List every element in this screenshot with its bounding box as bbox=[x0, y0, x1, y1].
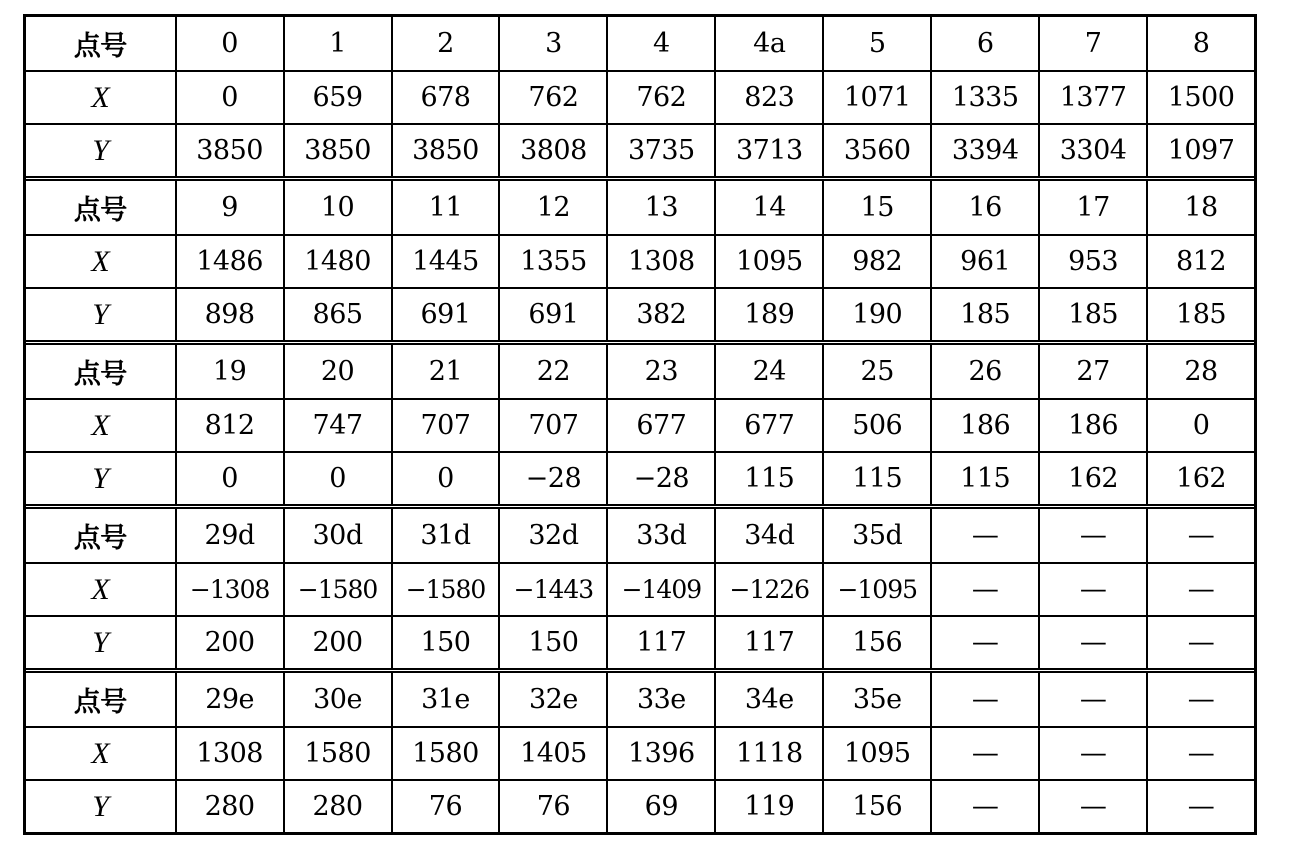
table-cell: 76 bbox=[498, 781, 606, 832]
table-cell: 4a bbox=[714, 17, 822, 70]
table-cell: 3808 bbox=[498, 125, 606, 176]
table-cell: 280 bbox=[175, 781, 283, 832]
table-cell: 19 bbox=[175, 345, 283, 398]
table-cell: 32e bbox=[498, 673, 606, 726]
table-cell: 982 bbox=[822, 236, 930, 287]
table-cell: 20 bbox=[283, 345, 391, 398]
table-cell: 382 bbox=[606, 289, 714, 340]
table-cell: 2 bbox=[391, 17, 499, 70]
table-cell: 12 bbox=[498, 181, 606, 234]
table-cell: — bbox=[1146, 509, 1254, 562]
table-cell: 1480 bbox=[283, 236, 391, 287]
table-cell: −1443 bbox=[498, 564, 606, 615]
table-cell: 0 bbox=[175, 17, 283, 70]
table-cell: 34e bbox=[714, 673, 822, 726]
table-cell: −1226 bbox=[714, 564, 822, 615]
table-cell: 678 bbox=[391, 72, 499, 123]
table-cell: 26 bbox=[930, 345, 1038, 398]
table-cell: 1095 bbox=[714, 236, 822, 287]
table-cell: — bbox=[1038, 617, 1146, 668]
table-cell: −1580 bbox=[283, 564, 391, 615]
table-cell: 4 bbox=[606, 17, 714, 70]
table-cell: 691 bbox=[391, 289, 499, 340]
row-label-point-number: 点号 bbox=[73, 195, 127, 226]
table-cell: 1580 bbox=[391, 728, 499, 779]
table-cell: 691 bbox=[498, 289, 606, 340]
table-cell: 953 bbox=[1038, 236, 1146, 287]
table-cell: 5 bbox=[822, 17, 930, 70]
table-cell: 3713 bbox=[714, 125, 822, 176]
x-coordinate-row bbox=[26, 234, 1254, 287]
row-label-point-number: 点号 bbox=[73, 523, 127, 554]
table-cell: 76 bbox=[391, 781, 499, 832]
point-number-row bbox=[26, 345, 1254, 398]
row-label-y: Y bbox=[92, 297, 109, 331]
table-cell: 8 bbox=[1146, 17, 1254, 70]
point-number-row bbox=[26, 17, 1254, 70]
coordinate-table bbox=[23, 14, 1257, 835]
row-label-x: X bbox=[91, 572, 110, 606]
table-cell: 34d bbox=[714, 509, 822, 562]
table-cell: 865 bbox=[283, 289, 391, 340]
table-cell: — bbox=[1038, 728, 1146, 779]
table-cell: 17 bbox=[1038, 181, 1146, 234]
table-block bbox=[26, 340, 1254, 504]
table-cell: 3850 bbox=[391, 125, 499, 176]
table-cell: 31e bbox=[391, 673, 499, 726]
table-cell: 22 bbox=[498, 345, 606, 398]
table-cell: 29d bbox=[175, 509, 283, 562]
table-cell: 1097 bbox=[1146, 125, 1254, 176]
table-cell: — bbox=[1146, 728, 1254, 779]
table-cell: 156 bbox=[822, 781, 930, 832]
table-cell: 677 bbox=[714, 400, 822, 451]
table-cell: — bbox=[1038, 673, 1146, 726]
table-block bbox=[26, 504, 1254, 668]
table-cell: 35e bbox=[822, 673, 930, 726]
table-cell: 707 bbox=[498, 400, 606, 451]
table-cell: 3735 bbox=[606, 125, 714, 176]
table-cell: 1308 bbox=[175, 728, 283, 779]
table-cell: 11 bbox=[391, 181, 499, 234]
table-cell: 119 bbox=[714, 781, 822, 832]
table-cell: 115 bbox=[930, 453, 1038, 504]
table-cell: 30d bbox=[283, 509, 391, 562]
table-cell: — bbox=[930, 564, 1038, 615]
table-cell: 117 bbox=[606, 617, 714, 668]
table-cell: 190 bbox=[822, 289, 930, 340]
table-cell: 200 bbox=[175, 617, 283, 668]
row-label-point-number: 点号 bbox=[73, 31, 127, 62]
table-cell: 1118 bbox=[714, 728, 822, 779]
row-label-y: Y bbox=[92, 461, 109, 495]
row-label-point-number: 点号 bbox=[73, 359, 127, 390]
table-cell: 0 bbox=[175, 72, 283, 123]
table-cell: 0 bbox=[1146, 400, 1254, 451]
table-cell: 27 bbox=[1038, 345, 1146, 398]
table-cell: 3850 bbox=[283, 125, 391, 176]
table-cell: 812 bbox=[175, 400, 283, 451]
x-coordinate-row bbox=[26, 398, 1254, 451]
table-cell: 25 bbox=[822, 345, 930, 398]
table-cell: 35d bbox=[822, 509, 930, 562]
x-coordinate-row bbox=[26, 70, 1254, 123]
table-cell: 707 bbox=[391, 400, 499, 451]
table-cell: 14 bbox=[714, 181, 822, 234]
table-cell: — bbox=[930, 617, 1038, 668]
table-cell: 1405 bbox=[498, 728, 606, 779]
row-label-y: Y bbox=[92, 789, 109, 823]
table-cell: 162 bbox=[1146, 453, 1254, 504]
table-cell: 31d bbox=[391, 509, 499, 562]
table-cell: −28 bbox=[498, 453, 606, 504]
table-cell: — bbox=[1038, 564, 1146, 615]
table-cell: 3 bbox=[498, 17, 606, 70]
table-cell: — bbox=[1038, 509, 1146, 562]
table-cell: 156 bbox=[822, 617, 930, 668]
table-cell: 0 bbox=[175, 453, 283, 504]
table-cell: 32d bbox=[498, 509, 606, 562]
table-cell: — bbox=[1146, 781, 1254, 832]
table-cell: 3560 bbox=[822, 125, 930, 176]
table-cell: 69 bbox=[606, 781, 714, 832]
table-cell: 24 bbox=[714, 345, 822, 398]
table-cell: — bbox=[930, 673, 1038, 726]
table-cell: 1445 bbox=[391, 236, 499, 287]
table-cell: 13 bbox=[606, 181, 714, 234]
table-cell: 3304 bbox=[1038, 125, 1146, 176]
table-cell: 747 bbox=[283, 400, 391, 451]
table-cell: 1095 bbox=[822, 728, 930, 779]
table-cell: 1500 bbox=[1146, 72, 1254, 123]
table-cell: — bbox=[1146, 564, 1254, 615]
table-cell: 3850 bbox=[175, 125, 283, 176]
table-cell: −28 bbox=[606, 453, 714, 504]
y-coordinate-row bbox=[26, 287, 1254, 340]
table-cell: 162 bbox=[1038, 453, 1146, 504]
point-number-row bbox=[26, 181, 1254, 234]
point-number-row bbox=[26, 509, 1254, 562]
table-cell: 823 bbox=[714, 72, 822, 123]
table-cell: 1580 bbox=[283, 728, 391, 779]
table-cell: 1396 bbox=[606, 728, 714, 779]
table-cell: 33d bbox=[606, 509, 714, 562]
row-label-x: X bbox=[91, 80, 110, 114]
table-cell: 185 bbox=[1038, 289, 1146, 340]
y-coordinate-row bbox=[26, 615, 1254, 668]
row-label-y: Y bbox=[92, 133, 109, 167]
table-cell: — bbox=[930, 781, 1038, 832]
table-cell: −1580 bbox=[391, 564, 499, 615]
table-cell: 30e bbox=[283, 673, 391, 726]
table-cell: 186 bbox=[1038, 400, 1146, 451]
table-cell: 1335 bbox=[930, 72, 1038, 123]
table-cell: 280 bbox=[283, 781, 391, 832]
row-label-x: X bbox=[91, 408, 110, 442]
table-cell: 115 bbox=[822, 453, 930, 504]
table-cell: 9 bbox=[175, 181, 283, 234]
table-cell: −1095 bbox=[822, 564, 930, 615]
table-cell: 16 bbox=[930, 181, 1038, 234]
table-block bbox=[26, 668, 1254, 832]
table-cell: — bbox=[930, 509, 1038, 562]
table-cell: — bbox=[1038, 781, 1146, 832]
table-cell: −1409 bbox=[606, 564, 714, 615]
table-cell: — bbox=[1146, 617, 1254, 668]
table-cell: 506 bbox=[822, 400, 930, 451]
row-label-x: X bbox=[91, 736, 110, 770]
table-cell: 18 bbox=[1146, 181, 1254, 234]
table-block bbox=[26, 176, 1254, 340]
table-cell: 189 bbox=[714, 289, 822, 340]
x-coordinate-row bbox=[26, 562, 1254, 615]
table-cell: 23 bbox=[606, 345, 714, 398]
table-cell: 185 bbox=[930, 289, 1038, 340]
table-cell: 677 bbox=[606, 400, 714, 451]
table-cell: 659 bbox=[283, 72, 391, 123]
table-cell: −1308 bbox=[175, 564, 283, 615]
table-cell: 7 bbox=[1038, 17, 1146, 70]
table-cell: 150 bbox=[498, 617, 606, 668]
table-cell: 150 bbox=[391, 617, 499, 668]
table-cell: 33e bbox=[606, 673, 714, 726]
table-cell: 29e bbox=[175, 673, 283, 726]
table-cell: 10 bbox=[283, 181, 391, 234]
table-cell: 200 bbox=[283, 617, 391, 668]
table-cell: 1 bbox=[283, 17, 391, 70]
table-cell: 0 bbox=[283, 453, 391, 504]
row-label-x: X bbox=[91, 244, 110, 278]
table-cell: — bbox=[930, 728, 1038, 779]
y-coordinate-row bbox=[26, 123, 1254, 176]
table-cell: 1308 bbox=[606, 236, 714, 287]
table-cell: — bbox=[1146, 673, 1254, 726]
row-label-point-number: 点号 bbox=[73, 687, 127, 718]
table-cell: 898 bbox=[175, 289, 283, 340]
table-cell: 186 bbox=[930, 400, 1038, 451]
table-cell: 1071 bbox=[822, 72, 930, 123]
table-cell: 185 bbox=[1146, 289, 1254, 340]
table-cell: 21 bbox=[391, 345, 499, 398]
table-cell: 28 bbox=[1146, 345, 1254, 398]
table-block bbox=[26, 17, 1254, 176]
y-coordinate-row bbox=[26, 451, 1254, 504]
x-coordinate-row bbox=[26, 726, 1254, 779]
y-coordinate-row bbox=[26, 779, 1254, 832]
table-cell: 0 bbox=[391, 453, 499, 504]
table-cell: 1355 bbox=[498, 236, 606, 287]
table-cell: 1377 bbox=[1038, 72, 1146, 123]
table-cell: 762 bbox=[606, 72, 714, 123]
table-cell: 3394 bbox=[930, 125, 1038, 176]
table-cell: 762 bbox=[498, 72, 606, 123]
row-label-y: Y bbox=[92, 625, 109, 659]
table-cell: 961 bbox=[930, 236, 1038, 287]
table-cell: 15 bbox=[822, 181, 930, 234]
table-cell: 812 bbox=[1146, 236, 1254, 287]
table-cell: 117 bbox=[714, 617, 822, 668]
table-cell: 1486 bbox=[175, 236, 283, 287]
table-cell: 115 bbox=[714, 453, 822, 504]
table-cell: 6 bbox=[930, 17, 1038, 70]
point-number-row bbox=[26, 673, 1254, 726]
